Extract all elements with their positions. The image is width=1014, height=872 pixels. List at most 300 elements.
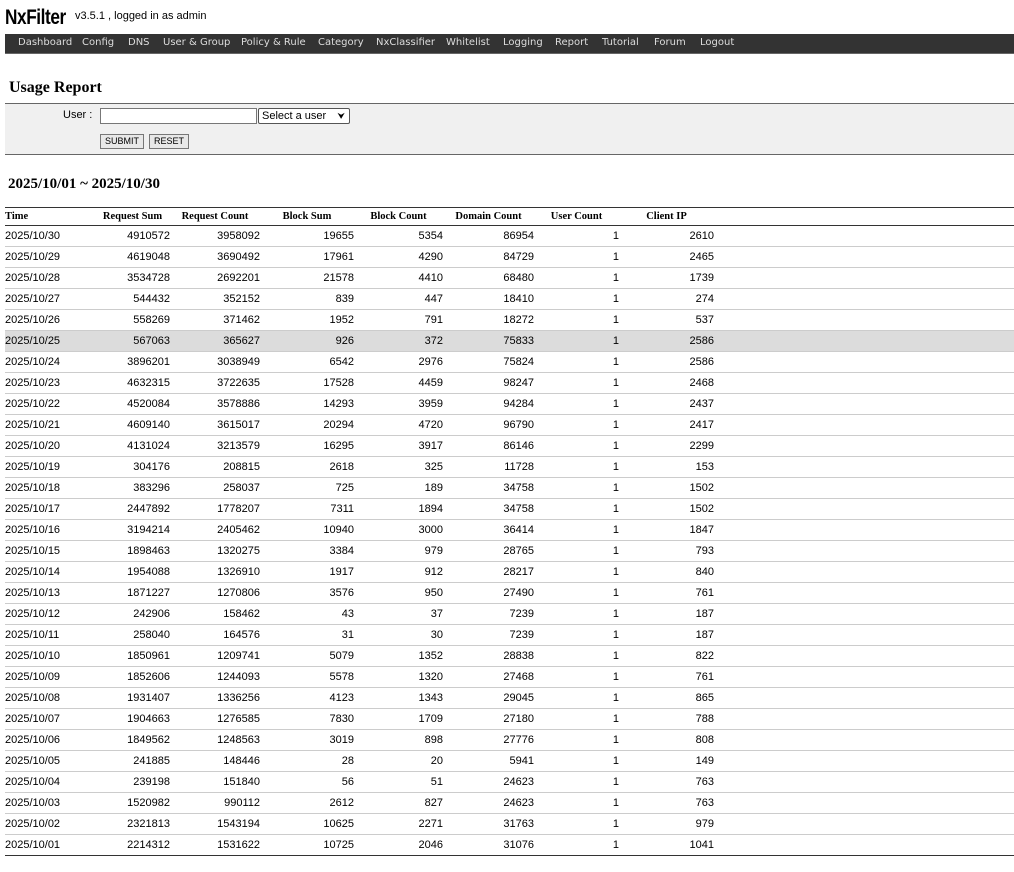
cell-block-sum: 7830 — [260, 709, 354, 730]
app-header — [5, 6, 73, 32]
cell-request-count: 1244093 — [170, 667, 260, 688]
cell-client-ip: 153 — [619, 457, 714, 478]
cell-time: 2025/10/16 — [5, 520, 95, 541]
cell-client-ip: 187 — [619, 604, 714, 625]
cell-block-count: 4410 — [354, 268, 443, 289]
cell-block-sum: 5079 — [260, 646, 354, 667]
cell-domain-count: 7239 — [443, 604, 534, 625]
cell-block-sum: 17528 — [260, 373, 354, 394]
cell-block-count: 447 — [354, 289, 443, 310]
table-row — [5, 835, 1014, 856]
cell-block-sum: 56 — [260, 772, 354, 793]
cell-client-ip: 187 — [619, 625, 714, 646]
cell-client-ip: 808 — [619, 730, 714, 751]
cell-client-ip: 788 — [619, 709, 714, 730]
cell-block-count: 5354 — [354, 226, 443, 247]
nav-tutorial[interactable]: Tutorial — [602, 37, 639, 48]
cell-block-sum: 3576 — [260, 583, 354, 604]
table-row — [5, 646, 1014, 667]
nav-report[interactable]: Report — [555, 37, 589, 48]
cell-user-count: 1 — [534, 541, 619, 562]
cell-user-count: 1 — [534, 772, 619, 793]
cell-request-count: 352152 — [170, 289, 260, 310]
cell-client-ip: 1847 — [619, 520, 714, 541]
cell-spacer — [714, 394, 1014, 415]
cell-time: 2025/10/07 — [5, 709, 95, 730]
cell-domain-count: 98247 — [443, 373, 534, 394]
table-row — [5, 478, 1014, 499]
cell-block-count: 898 — [354, 730, 443, 751]
cell-block-count: 3917 — [354, 436, 443, 457]
chevron-down-icon: ⮟ — [337, 111, 345, 121]
nav-nxclassifier[interactable]: NxClassifier — [376, 37, 436, 48]
nav-user-group[interactable]: User & Group — [163, 37, 231, 48]
cell-user-count: 1 — [534, 373, 619, 394]
cell-client-ip: 822 — [619, 646, 714, 667]
cell-block-sum: 6542 — [260, 352, 354, 373]
cell-request-sum: 1852606 — [95, 667, 170, 688]
cell-request-sum: 4520084 — [95, 394, 170, 415]
cell-request-count: 3722635 — [170, 373, 260, 394]
cell-spacer — [714, 436, 1014, 457]
cell-user-count: 1 — [534, 562, 619, 583]
cell-time: 2025/10/18 — [5, 478, 95, 499]
cell-time: 2025/10/08 — [5, 688, 95, 709]
cell-request-sum: 304176 — [95, 457, 170, 478]
cell-domain-count: 27180 — [443, 709, 534, 730]
cell-spacer — [714, 247, 1014, 268]
cell-user-count: 1 — [534, 667, 619, 688]
cell-request-sum: 1898463 — [95, 541, 170, 562]
cell-user-count: 1 — [534, 583, 619, 604]
cell-client-ip: 2610 — [619, 226, 714, 247]
cell-domain-count: 96790 — [443, 415, 534, 436]
cell-spacer — [714, 520, 1014, 541]
cell-block-sum: 7311 — [260, 499, 354, 520]
cell-request-count: 3690492 — [170, 247, 260, 268]
cell-request-sum: 1849562 — [95, 730, 170, 751]
cell-request-sum: 2321813 — [95, 814, 170, 835]
cell-block-sum: 5578 — [260, 667, 354, 688]
cell-block-count: 950 — [354, 583, 443, 604]
cell-user-count: 1 — [534, 688, 619, 709]
cell-user-count: 1 — [534, 394, 619, 415]
cell-request-sum: 3194214 — [95, 520, 170, 541]
cell-block-count: 1343 — [354, 688, 443, 709]
column-header-block-count: Block Count — [354, 208, 443, 226]
cell-spacer — [714, 751, 1014, 772]
cell-domain-count: 11728 — [443, 457, 534, 478]
cell-domain-count: 7239 — [443, 625, 534, 646]
cell-request-sum: 558269 — [95, 310, 170, 331]
cell-block-count: 3000 — [354, 520, 443, 541]
cell-block-sum: 21578 — [260, 268, 354, 289]
cell-time: 2025/10/01 — [5, 839, 61, 851]
cell-client-ip: 2468 — [619, 373, 714, 394]
cell-domain-count: 94284 — [443, 394, 534, 415]
report-date-range: 2025/10/01 ~ 2025/10/30 — [8, 176, 160, 192]
cell-request-count: 2692201 — [170, 268, 260, 289]
cell-time: 2025/10/03 — [5, 793, 95, 814]
cell-block-sum: 16295 — [260, 436, 354, 457]
cell-user-count: 1 — [534, 751, 619, 772]
cell-request-count: 1531622 — [217, 839, 260, 851]
cell-request-count: 3958092 — [170, 226, 260, 247]
nav-dashboard[interactable]: Dashboard — [18, 37, 73, 48]
nav-policy-rule[interactable]: Policy & Rule — [241, 37, 306, 48]
cell-time: 2025/10/29 — [5, 247, 95, 268]
cell-client-ip: 979 — [619, 814, 714, 835]
column-header-client-ip: Client IP — [619, 208, 714, 226]
table-row — [5, 562, 1014, 583]
cell-request-count: 164576 — [170, 625, 260, 646]
cell-client-ip: 840 — [619, 562, 714, 583]
cell-request-sum: 2447892 — [95, 499, 170, 520]
cell-block-sum: 20294 — [260, 415, 354, 436]
cell-block-count: 20 — [354, 751, 443, 772]
cell-domain-count: 18272 — [443, 310, 534, 331]
cell-block-count: 2976 — [354, 352, 443, 373]
cell-block-count: 2046 — [418, 839, 443, 851]
cell-time: 2025/10/12 — [5, 604, 95, 625]
cell-user-count: 1 — [534, 646, 619, 667]
cell-domain-count: 86146 — [443, 436, 534, 457]
cell-request-count: 1543194 — [170, 814, 260, 835]
cell-user-count: 1 — [612, 839, 619, 851]
cell-request-sum: 383296 — [95, 478, 170, 499]
cell-request-count: 1209741 — [170, 646, 260, 667]
cell-user-count: 1 — [534, 289, 619, 310]
nav-logout[interactable]: Logout — [700, 37, 735, 48]
cell-block-count: 51 — [354, 772, 443, 793]
cell-request-sum: 1931407 — [95, 688, 170, 709]
main-nav — [5, 34, 1014, 54]
app-logo[interactable]: NxFilter — [5, 6, 66, 29]
cell-request-sum: 3534728 — [95, 268, 170, 289]
cell-spacer — [714, 793, 1014, 814]
cell-spacer — [714, 562, 1014, 583]
cell-request-sum: 4632315 — [95, 373, 170, 394]
cell-spacer — [714, 646, 1014, 667]
cell-time: 2025/10/11 — [5, 625, 95, 646]
cell-block-count: 1320 — [354, 667, 443, 688]
cell-user-count: 1 — [534, 226, 619, 247]
submit-button[interactable]: SUBMIT — [100, 134, 144, 149]
table-row — [5, 583, 1014, 604]
cell-spacer — [714, 688, 1014, 709]
cell-user-count: 1 — [534, 730, 619, 751]
table-row — [5, 268, 1014, 289]
cell-block-count: 189 — [354, 478, 443, 499]
table-row — [5, 520, 1014, 541]
cell-client-ip: 763 — [619, 772, 714, 793]
cell-user-count: 1 — [534, 793, 619, 814]
table-row — [5, 331, 1014, 352]
cell-domain-count: 28217 — [443, 562, 534, 583]
cell-time: 2025/10/14 — [5, 562, 95, 583]
cell-user-count: 1 — [534, 310, 619, 331]
table-row — [5, 289, 1014, 310]
version-text: v3.5.1 , logged in as admin — [75, 10, 207, 22]
cell-domain-count: 28765 — [443, 541, 534, 562]
cell-block-count: 979 — [354, 541, 443, 562]
nav-config[interactable]: Config — [82, 37, 115, 48]
cell-request-count: 990112 — [170, 793, 260, 814]
cell-client-ip: 761 — [619, 583, 714, 604]
table-row — [5, 352, 1014, 373]
table-row — [5, 751, 1014, 772]
cell-block-count: 1894 — [354, 499, 443, 520]
cell-block-sum: 2612 — [260, 793, 354, 814]
cell-request-sum: 544432 — [95, 289, 170, 310]
table-row — [5, 667, 1014, 688]
table-row — [5, 730, 1014, 751]
cell-time: 2025/10/17 — [5, 499, 95, 520]
cell-block-sum: 14293 — [260, 394, 354, 415]
cell-user-count: 1 — [534, 415, 619, 436]
cell-client-ip: 149 — [619, 751, 714, 772]
cell-block-count: 30 — [354, 625, 443, 646]
cell-time: 2025/10/28 — [5, 268, 95, 289]
cell-spacer — [714, 814, 1014, 835]
reset-button[interactable]: RESET — [149, 134, 189, 149]
cell-client-ip: 793 — [619, 541, 714, 562]
cell-user-count: 1 — [534, 436, 619, 457]
cell-block-count: 4290 — [354, 247, 443, 268]
cell-time: 2025/10/24 — [5, 352, 95, 373]
cell-block-sum: 3019 — [260, 730, 354, 751]
cell-client-ip: 1739 — [619, 268, 714, 289]
cell-spacer — [714, 730, 1014, 751]
cell-request-sum: 3896201 — [95, 352, 170, 373]
table-row — [5, 625, 1014, 646]
cell-request-sum: 1954088 — [95, 562, 170, 583]
cell-block-count: 4459 — [354, 373, 443, 394]
nav-whitelist[interactable]: Whitelist — [446, 37, 490, 48]
user-select-value: Select a user — [262, 110, 327, 122]
cell-client-ip: 2586 — [619, 331, 714, 352]
cell-domain-count: 28838 — [443, 646, 534, 667]
cell-time: 2025/10/05 — [5, 751, 95, 772]
cell-block-sum: 43 — [260, 604, 354, 625]
cell-spacer — [714, 604, 1014, 625]
cell-time: 2025/10/10 — [5, 646, 95, 667]
cell-spacer — [714, 541, 1014, 562]
user-filter-form — [5, 103, 1014, 155]
table-row — [5, 436, 1014, 457]
cell-domain-count: 86954 — [443, 226, 534, 247]
user-select[interactable] — [258, 108, 350, 124]
cell-request-count: 2405462 — [170, 520, 260, 541]
cell-request-count: 151840 — [170, 772, 260, 793]
cell-domain-count: 34758 — [443, 478, 534, 499]
nav-dns[interactable]: DNS — [128, 37, 150, 48]
cell-domain-count: 29045 — [443, 688, 534, 709]
table-row — [5, 247, 1014, 268]
cell-block-sum: 2618 — [260, 457, 354, 478]
nav-category[interactable]: Category — [318, 37, 364, 48]
cell-spacer — [714, 583, 1014, 604]
cell-domain-count: 5941 — [443, 751, 534, 772]
cell-client-ip: 1502 — [619, 499, 714, 520]
cell-block-sum: 10725 — [323, 839, 354, 851]
cell-block-count: 791 — [354, 310, 443, 331]
cell-request-sum: 2214312 — [127, 839, 170, 851]
cell-time: 2025/10/15 — [5, 541, 95, 562]
cell-time: 2025/10/04 — [5, 772, 95, 793]
table-row — [5, 226, 1014, 247]
cell-user-count: 1 — [534, 352, 619, 373]
cell-user-count: 1 — [534, 247, 619, 268]
cell-request-count: 3213579 — [170, 436, 260, 457]
cell-time: 2025/10/23 — [5, 373, 95, 394]
nav-forum[interactable]: Forum — [654, 37, 686, 48]
cell-time: 2025/10/20 — [5, 436, 95, 457]
cell-request-sum: 567063 — [95, 331, 170, 352]
page-title: Usage Report — [9, 79, 102, 96]
cell-request-sum: 4131024 — [95, 436, 170, 457]
cell-time: 2025/10/30 — [5, 226, 95, 247]
cell-block-sum: 3384 — [260, 541, 354, 562]
cell-domain-count: 34758 — [443, 499, 534, 520]
cell-spacer — [714, 457, 1014, 478]
cell-domain-count: 27490 — [443, 583, 534, 604]
cell-user-count: 1 — [534, 814, 619, 835]
cell-block-count: 3959 — [354, 394, 443, 415]
cell-request-sum: 4910572 — [95, 226, 170, 247]
cell-client-ip: 2299 — [619, 436, 714, 457]
table-header-row — [5, 208, 1014, 226]
cell-block-sum: 1952 — [260, 310, 354, 331]
cell-request-sum: 1871227 — [95, 583, 170, 604]
cell-request-count: 258037 — [170, 478, 260, 499]
cell-block-sum: 10940 — [260, 520, 354, 541]
column-header-spacer — [714, 208, 1014, 226]
cell-spacer — [714, 709, 1014, 730]
cell-time: 2025/10/19 — [5, 457, 95, 478]
cell-block-sum: 17961 — [260, 247, 354, 268]
cell-time: 2025/10/25 — [5, 331, 95, 352]
cell-user-count: 1 — [534, 625, 619, 646]
cell-block-count: 827 — [354, 793, 443, 814]
cell-domain-count: 75833 — [443, 331, 534, 352]
cell-client-ip: 537 — [619, 310, 714, 331]
cell-time: 2025/10/09 — [5, 667, 95, 688]
cell-spacer — [714, 352, 1014, 373]
cell-client-ip: 2417 — [619, 415, 714, 436]
table-row — [5, 457, 1014, 478]
cell-block-sum: 926 — [260, 331, 354, 352]
cell-request-sum: 1904663 — [95, 709, 170, 730]
cell-time: 2025/10/26 — [5, 310, 95, 331]
table-row — [5, 394, 1014, 415]
cell-block-sum: 28 — [260, 751, 354, 772]
cell-block-count: 2271 — [354, 814, 443, 835]
cell-spacer — [714, 478, 1014, 499]
cell-domain-count: 31763 — [443, 814, 534, 835]
cell-domain-count: 68480 — [443, 268, 534, 289]
cell-domain-count: 24623 — [443, 793, 534, 814]
cell-request-count: 158462 — [170, 604, 260, 625]
cell-spacer — [714, 835, 1014, 856]
cell-block-sum: 725 — [260, 478, 354, 499]
table-row — [5, 415, 1014, 436]
cell-domain-count: 27468 — [443, 667, 534, 688]
column-header-time: Time — [5, 208, 95, 226]
cell-user-count: 1 — [534, 499, 619, 520]
table-row — [5, 310, 1014, 331]
column-header-user-count: User Count — [534, 208, 619, 226]
cell-client-ip: 865 — [619, 688, 714, 709]
cell-domain-count: 36414 — [443, 520, 534, 541]
cell-time: 2025/10/13 — [5, 583, 95, 604]
cell-domain-count: 27776 — [443, 730, 534, 751]
cell-spacer — [714, 310, 1014, 331]
cell-spacer — [714, 667, 1014, 688]
cell-user-count: 1 — [534, 478, 619, 499]
cell-block-count: 4720 — [354, 415, 443, 436]
cell-request-count: 365627 — [170, 331, 260, 352]
table-row — [5, 499, 1014, 520]
cell-time: 2025/10/02 — [5, 814, 95, 835]
cell-spacer — [714, 226, 1014, 247]
user-label: User : — [63, 109, 93, 121]
cell-client-ip: 761 — [619, 667, 714, 688]
cell-request-count: 3615017 — [170, 415, 260, 436]
cell-request-count: 148446 — [170, 751, 260, 772]
cell-block-sum: 4123 — [260, 688, 354, 709]
cell-block-sum: 1917 — [260, 562, 354, 583]
table-row — [5, 709, 1014, 730]
cell-client-ip: 2465 — [619, 247, 714, 268]
cell-request-sum: 242906 — [95, 604, 170, 625]
cell-request-sum: 258040 — [95, 625, 170, 646]
cell-client-ip: 1041 — [689, 839, 714, 851]
cell-request-count: 3038949 — [170, 352, 260, 373]
cell-client-ip: 2437 — [619, 394, 714, 415]
column-header-request-sum: Request Sum — [95, 208, 170, 226]
cell-user-count: 1 — [534, 457, 619, 478]
table-row — [5, 814, 1014, 835]
usage-report-table — [5, 207, 1014, 856]
cell-client-ip: 274 — [619, 289, 714, 310]
cell-domain-count: 75824 — [443, 352, 534, 373]
cell-user-count: 1 — [534, 604, 619, 625]
cell-spacer — [714, 415, 1014, 436]
cell-request-sum: 4609140 — [95, 415, 170, 436]
cell-domain-count: 31076 — [503, 839, 534, 851]
cell-spacer — [714, 268, 1014, 289]
cell-block-sum: 31 — [260, 625, 354, 646]
nav-logging[interactable]: Logging — [503, 37, 543, 48]
cell-time: 2025/10/21 — [5, 415, 95, 436]
cell-block-count: 372 — [354, 331, 443, 352]
table-row — [5, 793, 1014, 814]
cell-request-sum: 1520982 — [95, 793, 170, 814]
cell-client-ip: 763 — [619, 793, 714, 814]
cell-time: 2025/10/27 — [5, 289, 95, 310]
cell-request-count: 208815 — [170, 457, 260, 478]
cell-request-count: 371462 — [170, 310, 260, 331]
cell-spacer — [714, 499, 1014, 520]
cell-block-count: 37 — [354, 604, 443, 625]
column-header-block-sum: Block Sum — [260, 208, 354, 226]
cell-user-count: 1 — [534, 709, 619, 730]
user-input[interactable] — [100, 108, 257, 124]
table-row — [5, 373, 1014, 394]
cell-spacer — [714, 331, 1014, 352]
cell-request-count: 1336256 — [170, 688, 260, 709]
